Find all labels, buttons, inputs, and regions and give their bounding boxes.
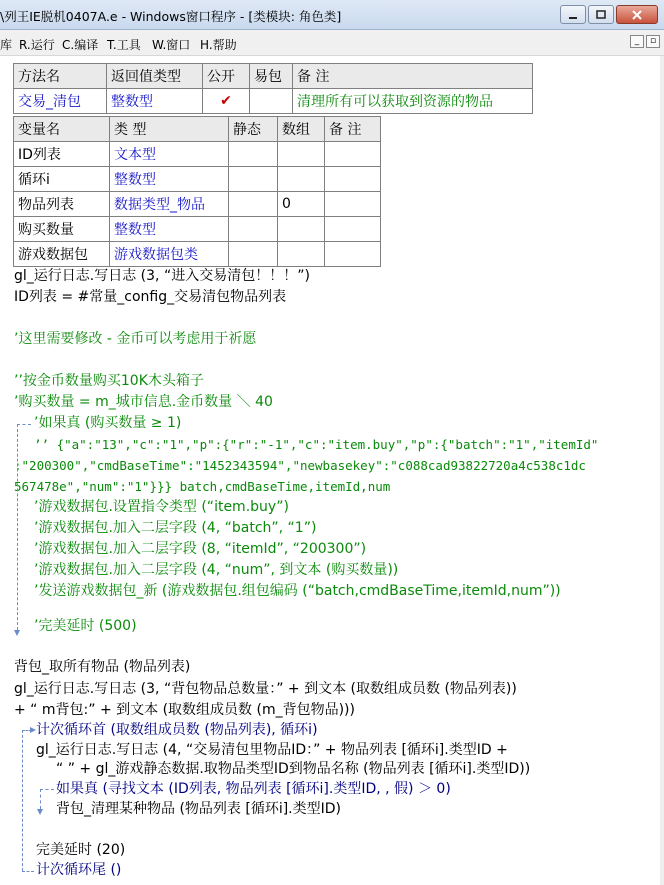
var-header-static: 静态 (229, 117, 278, 142)
method-header-note: 备 注 (293, 64, 533, 89)
code-line[interactable]: ’’按金币数量购买10K木头箱子 (14, 373, 204, 389)
var-note[interactable] (325, 142, 381, 167)
var-row[interactable] (14, 242, 381, 267)
code-line[interactable]: 背包_清理某种物品 (物品列表 [循环i].类型ID) (56, 801, 341, 817)
window-title: \列王IE脱机0407A.e - Windows窗口程序 - [类模块: 角色类] (0, 9, 342, 24)
maximize-icon (596, 10, 606, 20)
method-easy-pkg[interactable] (250, 89, 293, 114)
code-line[interactable]: :"200300","cmdBaseTime":"1452343594","newbasekey":"c088cad93822720a4c538c1dc (14, 458, 586, 473)
flow-guide (22, 730, 23, 871)
title-bar (0, 0, 664, 30)
var-name[interactable]: 游戏数据包 (14, 242, 110, 267)
close-button[interactable] (616, 5, 658, 24)
var-header-note: 备 注 (325, 117, 381, 142)
code-line[interactable]: 计次循环首 (取数组成员数 (物品列表), 循环i) (36, 722, 318, 738)
maximize-button[interactable] (588, 5, 614, 24)
method-name[interactable]: 交易_清包 (14, 89, 107, 114)
method-table (13, 63, 533, 114)
var-row[interactable] (14, 217, 381, 242)
flow-arrow-icon (30, 727, 36, 733)
window-controls (560, 5, 658, 24)
var-static[interactable] (229, 242, 278, 267)
code-line[interactable]: ’游戏数据包.加入二层字段 (8, “itemId”, “200300”) (34, 541, 367, 557)
method-header-name: 方法名 (14, 64, 107, 89)
method-header-public: 公开 (203, 64, 250, 89)
var-note[interactable] (325, 242, 381, 267)
menu-run[interactable]: R.运行 (19, 38, 55, 52)
var-row[interactable] (14, 142, 381, 167)
method-public-check[interactable]: ✔ (203, 89, 250, 114)
menu-bar (0, 30, 664, 56)
close-icon (632, 10, 642, 20)
var-row[interactable] (14, 192, 381, 217)
code-line[interactable]: ID列表 = #常量_config_交易清包物品列表 (14, 289, 287, 305)
var-note[interactable] (325, 217, 381, 242)
mdi-restore-button[interactable]: ▫ (646, 35, 660, 48)
flow-guide (22, 871, 34, 872)
code-line[interactable]: 背包_取所有物品 (物品列表) (14, 659, 191, 675)
method-header-easy: 易包 (250, 64, 293, 89)
code-line[interactable]: ’这里需要修改 - 金币可以考虑用于祈愿 (14, 331, 257, 347)
code-line[interactable]: ’游戏数据包.设置指令类型 (“item.buy”) (34, 499, 289, 515)
variable-table (13, 116, 381, 267)
code-line[interactable]: ’购买数量 = m_城市信息.金币数量 ＼ 40 (14, 394, 273, 410)
code-line[interactable]: + “ m背包:” + 到文本 (取数组成员数 (m_背包物品))) (14, 702, 355, 718)
mdi-controls (630, 35, 660, 48)
var-type[interactable]: 整数型 (110, 217, 229, 242)
code-line[interactable]: 计次循环尾 () (36, 862, 122, 878)
minimize-icon (568, 10, 578, 20)
code-line[interactable]: 567478e","num":"1"}}} batch,cmdBaseTime,itemId,num (14, 479, 391, 494)
var-type[interactable]: 数据类型_物品 (110, 192, 229, 217)
method-return-type[interactable]: 整数型 (107, 89, 203, 114)
code-line[interactable]: ’游戏数据包.加入二层字段 (4, “batch”, “1”) (34, 520, 317, 536)
vertical-scrollbar[interactable] (660, 56, 664, 885)
var-row[interactable] (14, 167, 381, 192)
var-name[interactable]: 购买数量 (14, 217, 110, 242)
var-type[interactable]: 文本型 (110, 142, 229, 167)
var-name[interactable]: ID列表 (14, 142, 110, 167)
code-editor[interactable] (0, 56, 664, 885)
flow-arrow-icon (37, 809, 43, 815)
menu-library[interactable]: 库 (0, 38, 13, 52)
flow-guide (40, 789, 54, 790)
menu-compile[interactable]: C.编译 (62, 38, 99, 52)
var-type[interactable]: 游戏数据包类 (110, 242, 229, 267)
var-name[interactable]: 循环i (14, 167, 110, 192)
code-line[interactable]: gl_运行日志.写日志 (3, “进入交易清包！！！”) (14, 268, 310, 284)
code-line[interactable]: “ ” + gl_游戏静态数据.取物品类型ID到物品名称 (物品列表 [循环i].类型ID)) (56, 761, 531, 777)
flow-arrow-icon (14, 630, 20, 636)
var-name[interactable]: 物品列表 (14, 192, 110, 217)
var-header-type: 类 型 (110, 117, 229, 142)
flow-guide (17, 424, 18, 630)
code-line[interactable]: ’如果真 (购买数量 ≥ 1) (34, 415, 182, 431)
menu-tools[interactable]: T.工具 (107, 38, 141, 52)
var-static[interactable] (229, 217, 278, 242)
code-line[interactable]: gl_运行日志.写日志 (3, “背包物品总数量：” + 到文本 (取数组成员数 (物品列表)) (14, 681, 517, 697)
var-static[interactable] (229, 167, 278, 192)
var-type[interactable]: 整数型 (110, 167, 229, 192)
var-note[interactable] (325, 192, 381, 217)
var-array[interactable] (278, 167, 325, 192)
var-array[interactable] (278, 217, 325, 242)
var-header-name: 变量名 (14, 117, 110, 142)
minimize-button[interactable] (560, 5, 586, 24)
var-static[interactable] (229, 192, 278, 217)
flow-guide (17, 424, 31, 425)
code-line[interactable]: ’完美延时 (500) (34, 618, 137, 634)
code-line[interactable]: 如果真 (寻找文本 (ID列表, 物品列表 [循环i].类型ID, , 假) ＞ 0) (56, 781, 451, 797)
code-line[interactable]: ’发送游戏数据包_新 (游戏数据包.组包编码 (“batch,cmdBaseTime,itemId,num”)) (34, 583, 561, 599)
var-array[interactable] (278, 142, 325, 167)
var-header-array: 数组 (278, 117, 325, 142)
code-line[interactable]: 完美延时 (20) (36, 842, 126, 858)
var-note[interactable] (325, 167, 381, 192)
var-array[interactable] (278, 242, 325, 267)
method-note[interactable]: 清理所有可以获取到资源的物品 (293, 89, 533, 114)
mdi-minimize-button[interactable]: _ (630, 35, 644, 48)
code-line[interactable]: ’游戏数据包.加入二层字段 (4, “num”, 到文本 (购买数量)) (34, 562, 399, 578)
var-static[interactable] (229, 142, 278, 167)
menu-help[interactable]: H.帮助 (200, 38, 237, 52)
var-array[interactable]: 0 (278, 192, 325, 217)
menu-window[interactable]: W.窗口 (152, 38, 191, 52)
code-line[interactable]: gl_运行日志.写日志 (4, “交易清包里物品ID：” + 物品列表 [循环i].类型ID + (36, 742, 508, 758)
code-line[interactable]: ’’ {"a":"13","c":"1","p":{"r":"-1","c":"item.buy","p":{"batch":"1","itemId" (34, 437, 599, 452)
method-header-return: 返回值类型 (107, 64, 203, 89)
flow-guide (40, 789, 41, 809)
